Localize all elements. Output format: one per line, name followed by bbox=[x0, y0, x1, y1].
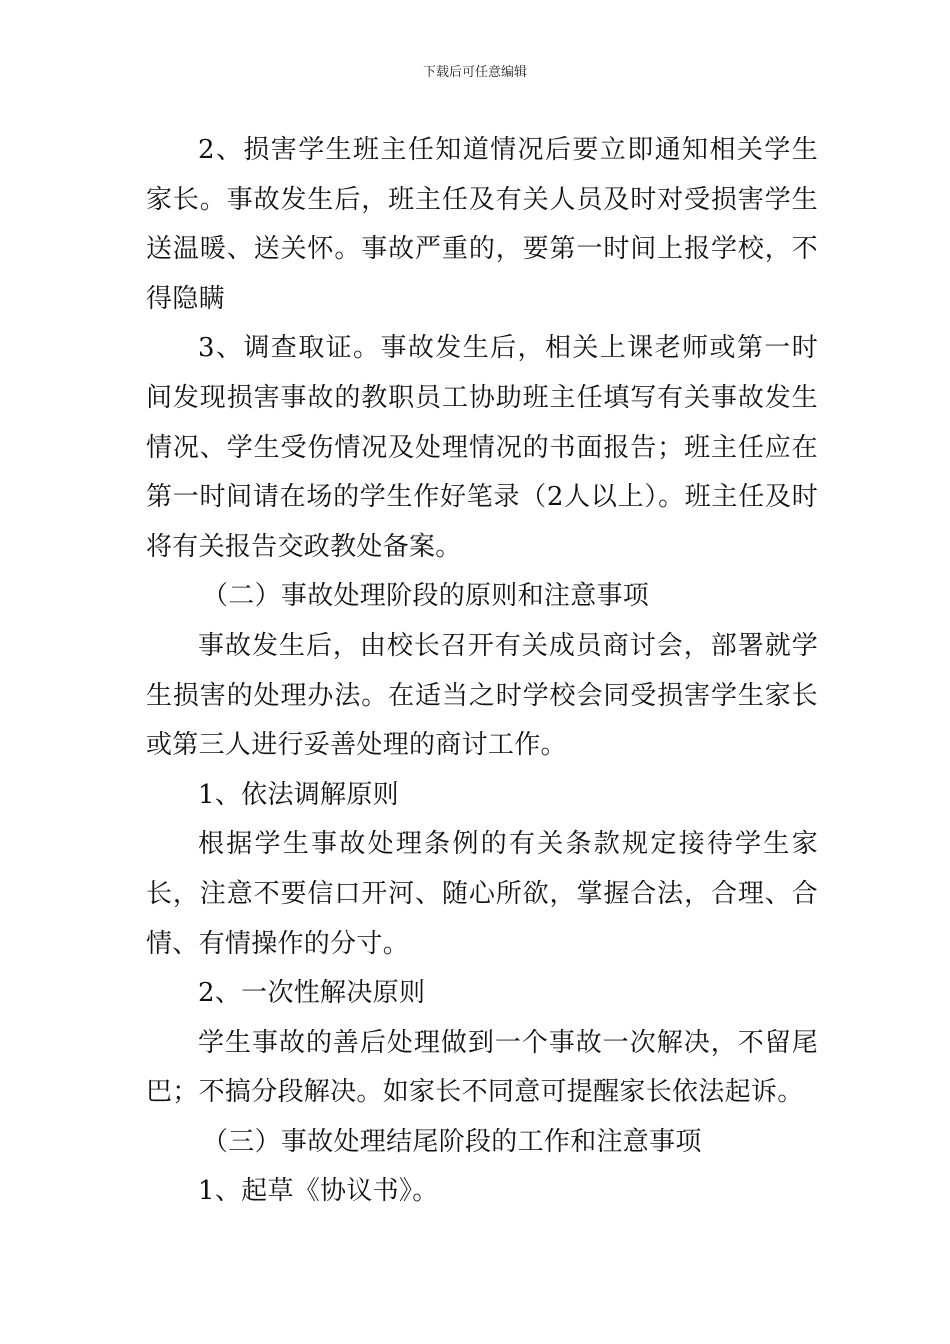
paragraph-item-3-investigation: 3、调查取证。事故发生后，相关上课老师或第一时间发现损害事故的教职员工协助班主任填写有关事故发生情况、学生受伤情况及处理情况的书面报告；班主任应在第一时间请在场的学生作好笔录（2人以上）。班主任及时将有关报告交政教处备案。 bbox=[146, 333, 818, 562]
page-header-note: 下载后可任意编辑 bbox=[422, 65, 527, 80]
paragraph-item-2-notify-parents: 2、损害学生班主任知道情况后要立即通知相关学生家长。事故发生后，班主任及有关人员及时对受损害学生送温暖、送关怀。事故严重的，要第一时间上报学校，不得隐瞒 bbox=[146, 135, 818, 314]
paragraph-draft-agreement: 1、起草《协议书》。 bbox=[198, 1176, 439, 1207]
subheading-one-time-resolution: 2、一次性解决原则 bbox=[198, 978, 426, 1009]
section-heading-3: （三）事故处理结尾阶段的工作和注意事项 bbox=[202, 1126, 702, 1157]
document-body bbox=[146, 126, 818, 1217]
paragraph-section-2-intro: 事故发生后，由校长召开有关成员商讨会，部署就学生损害的处理办法。在适当之时学校会同受损害学生家长或第三人进行妥善处理的商讨工作。 bbox=[146, 630, 818, 761]
section-heading-2: （二）事故处理阶段的原则和注意事项 bbox=[202, 581, 650, 612]
subheading-legal-mediation: 1、依法调解原则 bbox=[198, 779, 399, 810]
paragraph-one-time-resolution: 学生事故的善后处理做到一个事故一次解决，不留尾巴；不搞分段解决。如家长不同意可提醒家长依法起诉。 bbox=[146, 1027, 818, 1108]
paragraph-legal-mediation: 根据学生事故处理条例的有关条款规定接待学生家长，注意不要信口开河、随心所欲，掌握合法，合理、合情、有情操作的分寸。 bbox=[146, 829, 818, 959]
